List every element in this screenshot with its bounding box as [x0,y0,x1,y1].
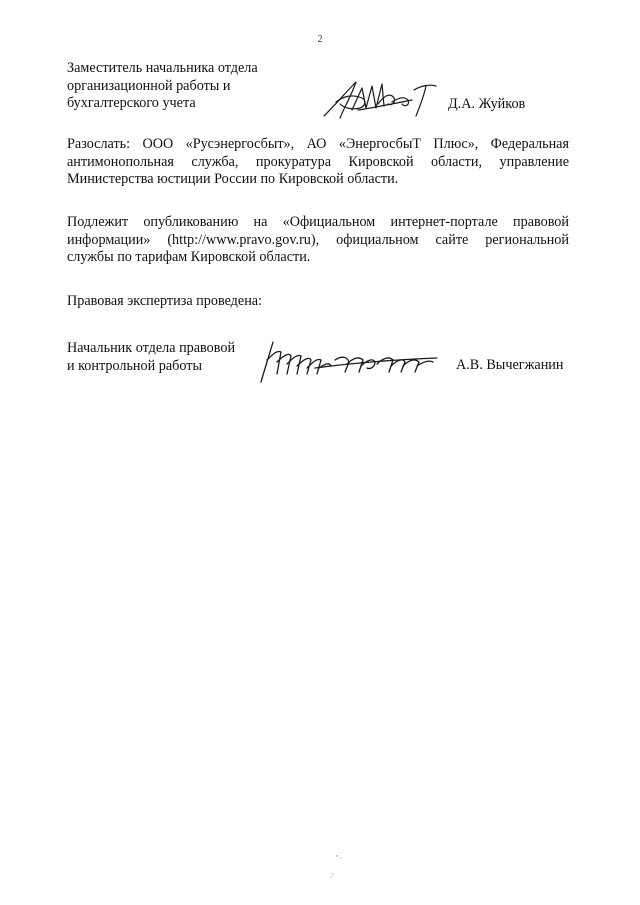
expertise-note: Правовая экспертиза проведена: [67,293,263,309]
publication-paragraph [67,214,569,267]
signatory-2-title-line: Начальник отдела правовой [67,340,236,356]
page-number: 2 [317,34,323,45]
signatory-1-name: Д.А. Жуйков [448,96,526,112]
signatory-2-title [67,340,287,375]
signatory-1-title-line: организационной работы и [67,77,231,94]
signatory-1-title-line: Заместитель начальника отдела [67,60,258,76]
distribution-line: Министерства юстиции России по Кировской области. [67,171,399,187]
distribution-line: Разослать: ООО «Русэнергосбыт», АО «ЭнергосбыТ Плюс», Федеральная [67,136,569,152]
publication-line: службы по тарифам Кировской области. [67,249,311,265]
scan-speck-marks [315,850,355,890]
signature-1-handwritten [322,74,440,124]
distribution-paragraph [67,136,569,189]
publication-line: информации» (http://www.pravo.gov.ru), официальном сайте региональной [67,231,569,248]
signatory-1-title-line: бухгалтерского учета [67,95,196,111]
signatory-2-name: А.В. Вычегжанин [456,357,564,373]
distribution-line: антимонопольная служба, прокуратура Кировской области, управление [67,153,569,170]
signatory-1-title [67,60,297,113]
signature-2-handwritten [255,338,441,384]
publication-line: Подлежит опубликованию на «Официальном интернет-портале правовой [67,214,569,230]
signatory-2-title-line: и контрольной работы [67,357,202,374]
